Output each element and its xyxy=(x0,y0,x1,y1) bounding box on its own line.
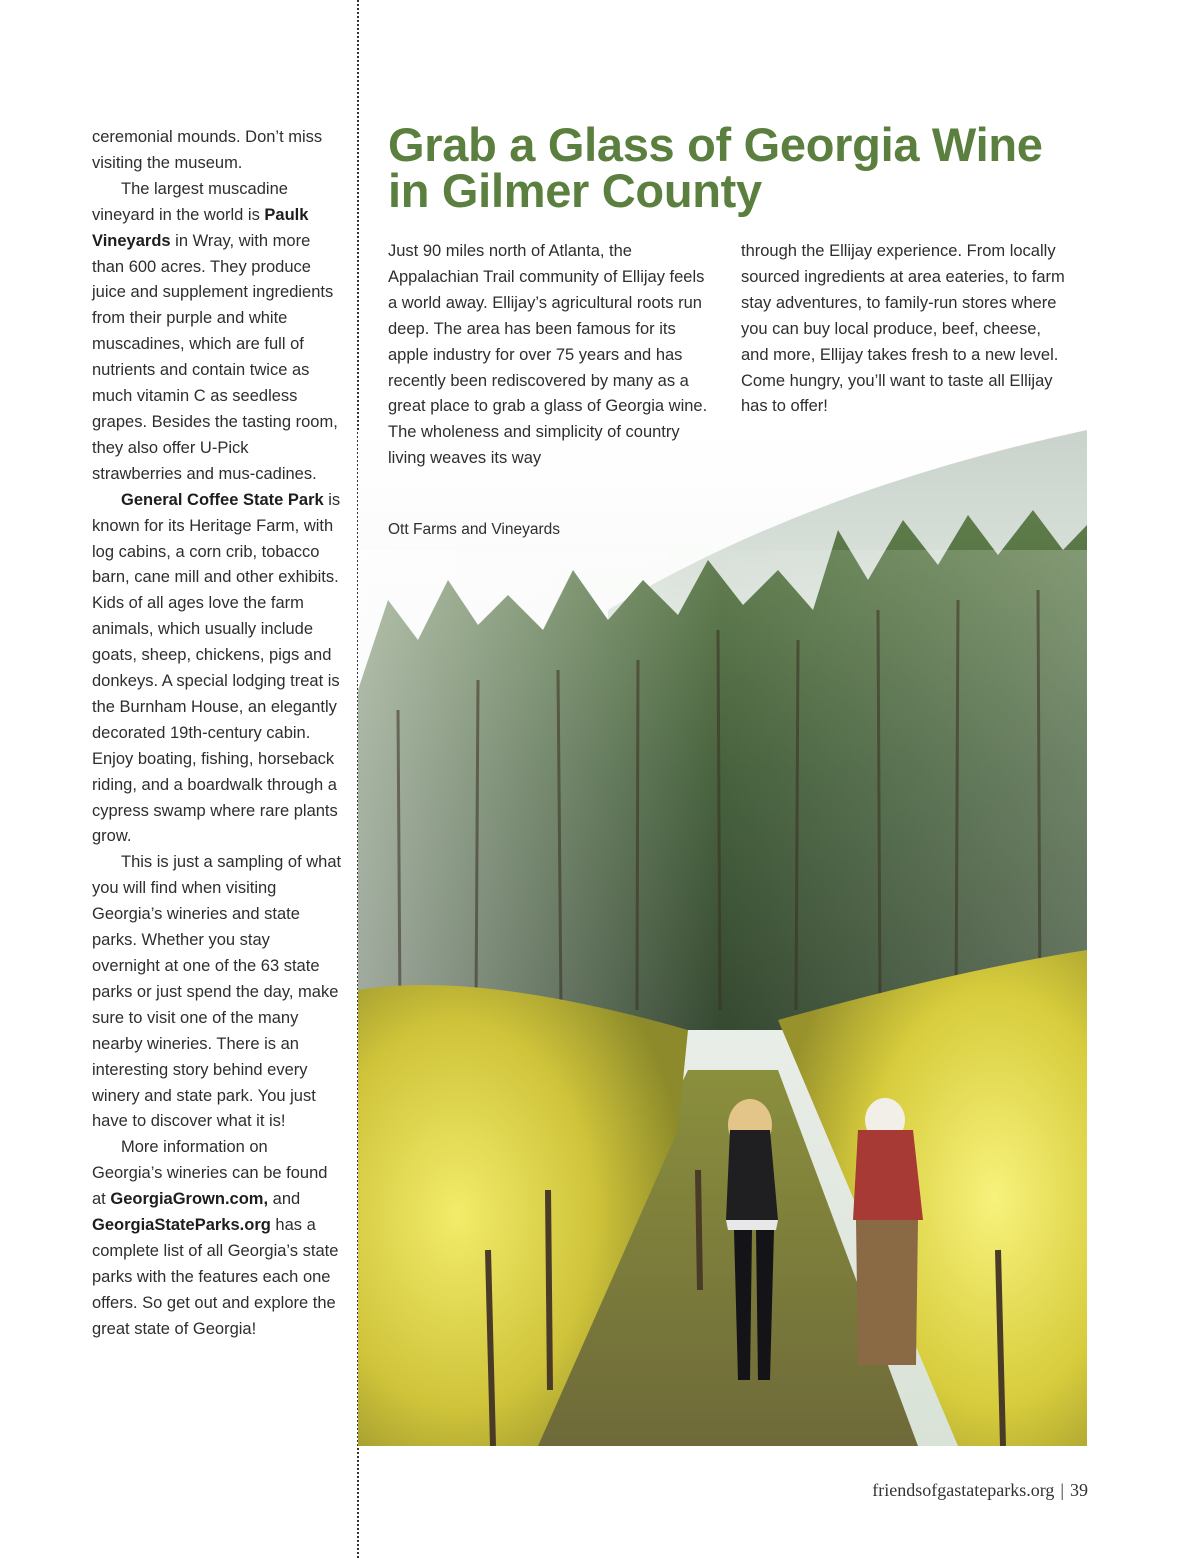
page-number: 39 xyxy=(1070,1480,1088,1500)
vineyard-photo xyxy=(358,430,1087,1446)
article-column-1: Just 90 miles north of Atlanta, the Appalachian Trail community of Ellijay feels a world away. Ellijay’s agricultural roots run deep. The area has been famous for its apple industry for over 75 years and has recently been rediscovered by many as a great place to grab a glass of Georgia wine. The wholeness and simplicity of country living weaves its way xyxy=(388,242,708,468)
paragraph-text: is known for its Heritage Farm, with log cabins, a corn crib, tobacco barn, cane mill and other exhibits. Kids of all ages love the farm animals, which usually include goats, sheep, chickens, pigs and donkeys. A special lodging treat is the Burnham House, an elegantly decorated 19th-century cabin. Enjoy boating, fishing, horseback riding, and a boardwalk through a cypress swamp where rare plants grow. xyxy=(92,490,341,846)
paragraph-text: More information on Georgia’s wineries can be found at xyxy=(92,1138,328,1209)
left-paragraph-1: ceremonial mounds. Don’t miss visiting the museum. xyxy=(92,128,323,172)
headline-line-1: Grab a Glass of Georgia Wine xyxy=(388,118,1043,171)
left-paragraph-2 xyxy=(92,177,342,488)
footer-site: friendsofgastateparks.org xyxy=(872,1480,1055,1500)
left-column-text xyxy=(92,125,342,1343)
photo-caption: Ott Farms and Vineyards xyxy=(388,521,561,538)
headline-line-2: in Gilmer County xyxy=(388,164,762,217)
left-paragraph-5 xyxy=(92,1135,342,1342)
article-column-2: through the Ellijay experience. From locally sourced ingredients at area eateries, to farm stay adventures, to family-run stores where you can buy local produce, beef, cheese, and more, Ellijay takes fresh to a new level. Come hungry, you’ll want to taste all Ellijay has to offer! xyxy=(741,242,1065,416)
paragraph-text: has a complete list of all Georgia’s state parks with the features each one offers. So get out and explore the great state of Georgia! xyxy=(92,1216,339,1338)
page-footer xyxy=(872,1480,1088,1501)
paulk-vineyards-name: Paulk Vineyards xyxy=(92,205,309,250)
general-coffee-name: General Coffee State Park xyxy=(121,490,324,509)
georgiagrown-link: GeorgiaGrown.com, xyxy=(110,1190,269,1209)
article-headline xyxy=(388,118,1088,217)
paragraph-text: in Wray, with more than 600 acres. They produce juice and supplement ingredients from their purple and white muscadines, which are full of nutrients and contain twice as much vitamin C as seedless grapes. Besides the tasting room, they also offer U-Pick strawberries and mus-cadines. xyxy=(92,231,338,483)
left-paragraph-3 xyxy=(92,488,342,851)
paragraph-text: The largest muscadine vineyard in the world is xyxy=(92,179,288,224)
left-paragraph-4: This is just a sampling of what you will find when visiting Georgia’s wineries and state parks. Whether you stay overnight at one of the 63 state parks or just spend the day, make sure to visit one of the many nearby wineries. There is an interesting story behind every winery and state park. You just have to discover what it is! xyxy=(92,853,342,1131)
paragraph-text: and xyxy=(268,1190,301,1209)
footer-separator: | xyxy=(1060,1480,1064,1500)
georgiastateparks-link: GeorgiaStateParks.org xyxy=(92,1216,271,1235)
